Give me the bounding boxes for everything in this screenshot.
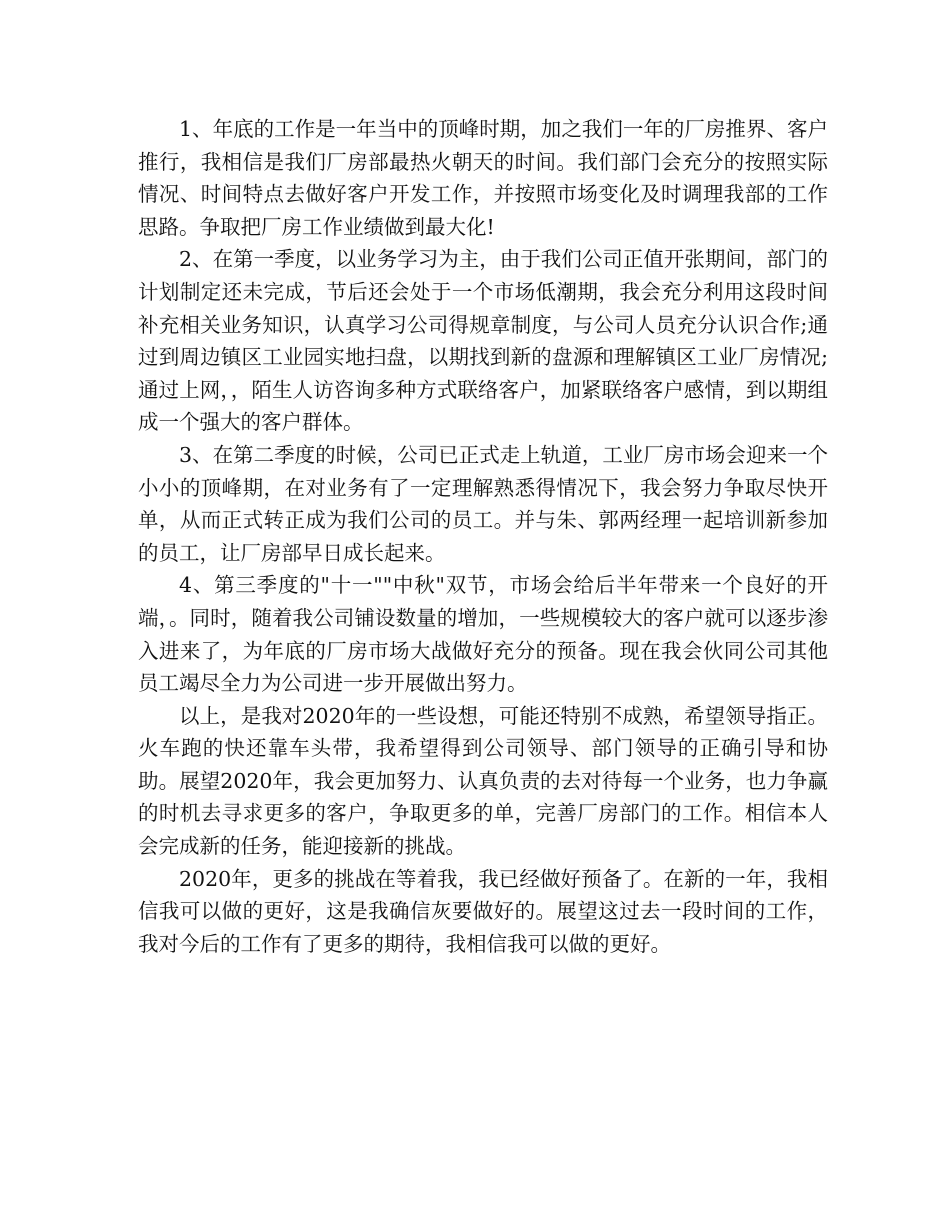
paragraph-1: 1、年底的工作是一年当中的顶峰时期，加之我们一年的厂房推界、客户推行，我相信是我们厂房部最热火朝天的时间。我们部门会充分的按照实际情况、时间特点去做好客户开发工作，并按照市场变化及时调理我部的工作思路。争取把厂房工作业绩做到最大化!	[138, 117, 828, 239]
paragraph-3: 3、在第二季度的时候，公司已正式走上轨道，工业厂房市场会迎来一个小小的顶峰期，在对业务有了一定理解熟悉得情况下，我会努力争取尽快开单，从而正式转正成为我们公司的员工。并与朱、郭两经理一起培训新参加的员工，让厂房部早日成长起来。	[138, 442, 828, 565]
paragraph-2: 2、在第一季度，以业务学习为主，由于我们公司正值开张期间，部门的计划制定还未完成，节后还会处于一个市场低潮期，我会充分利用这段时间补充相关业务知识，认真学习公司得规章制度，与公司人员充分认识合作;通过到周边镇区工业园实地扫盘，以期找到新的盘源和理解镇区工业厂房情况;通过上网，，陌生人访咨询多种方式联络客户，加紧联络客户感情，到以期组成一个强大的客户群体。	[138, 247, 828, 435]
paragraph-4: 4、第三季度的"十一""中秋"双节，市场会给后半年带来一个良好的开端，。同时，随着我公司铺设数量的增加，一些规模较大的客户就可以逐步渗入进来了，为年底的厂房市场大战做好充分的预备。现在我会伙同公司其他员工竭尽全力为公司进一步开展做出努力。	[138, 573, 828, 696]
document-body	[138, 113, 828, 960]
paragraph-5: 以上，是我对2020年的一些设想，可能还特别不成熟，希望领导指正。火车跑的快还靠车头带，我希望得到公司领导、部门领导的正确引导和协助。展望2020年，我会更加努力、认真负责的去对待每一个业务，也力争赢的时机去寻求更多的客户，争取更多的单，完善厂房部门的工作。相信本人会完成新的任务，能迎接新的挑战。	[138, 703, 828, 859]
paragraph-6: 2020年，更多的挑战在等着我，我已经做好预备了。在新的一年，我相信我可以做的更好，这是我确信灰要做好的。展望这过去一段时间的工作，我对今后的工作有了更多的期待，我相信我可以做的更好。	[138, 866, 828, 956]
